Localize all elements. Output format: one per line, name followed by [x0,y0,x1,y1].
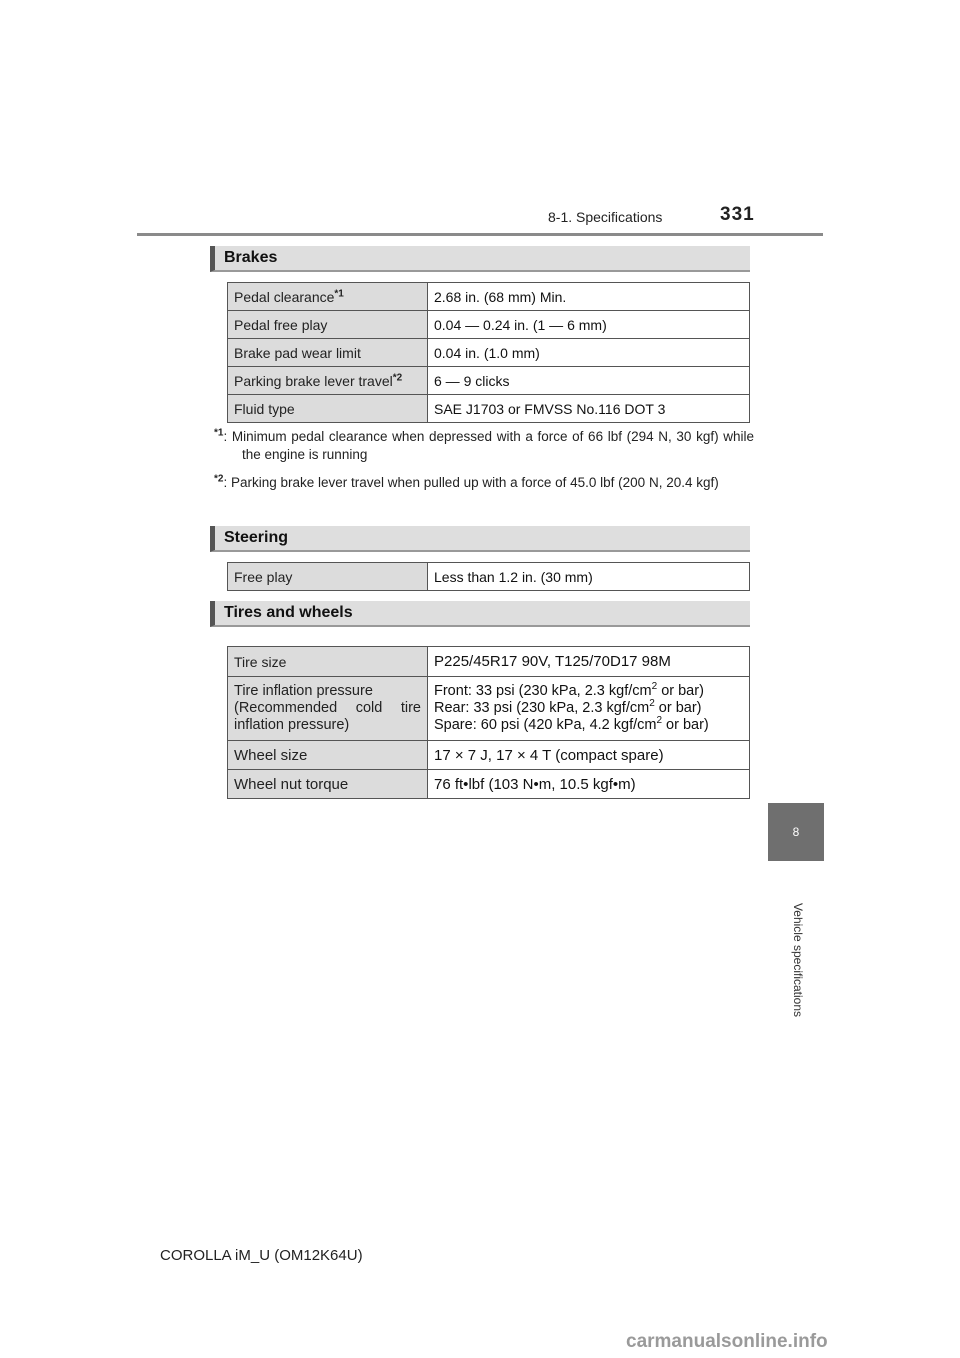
table-cell-key: Pedal clearance$^{*1}$ [228,283,428,311]
table-cell-key: Pedal free play [228,311,428,339]
table-cell-value: P225/45R17 90V, T125/70D17 98M [428,647,750,677]
table-cell-value: 2.68 in. (68 mm) Min. [428,283,750,311]
table-row [228,677,750,741]
brakes-title: Brakes [224,249,278,266]
table-cell-value: SAE J1703 or FMVSS No.116 DOT 3 [428,395,750,423]
table-cell-value: Less than 1.2 in. (30 mm) [428,563,750,591]
footnote-1: $^{*1}$: Minimum pedal clearance when depressed with a force of 66 lbf (294 N, 30 kgf) while the engine is running [214,427,754,462]
table-cell-value: 0.04 in. (1.0 mm) [428,339,750,367]
table-row [228,339,750,367]
brakes-table [227,282,750,423]
table-cell-value: 0.04 — 0.24 in. (1 — 6 mm) [428,311,750,339]
table-row [228,647,750,677]
footnote-marker: *2 [214,473,224,485]
tires-title: Tires and wheels [224,604,353,621]
table-cell-value: 6 — 9 clicks [428,367,750,395]
table-row [228,367,750,395]
table-cell-key: Wheel nut torque [228,770,428,799]
brakes-heading [210,246,750,272]
table-cell-key: Brake pad wear limit [228,339,428,367]
section-label: 8-1. Specifications [548,209,663,225]
watermark: carmanualsonline.info [626,1331,828,1352]
tires-table [227,646,750,799]
page-number: 331 [720,204,755,225]
table-cell-key: Tire inflation pressure (Recommended cold tire inflation pressure) [228,677,428,741]
steering-table [227,562,750,591]
table-cell-key: Wheel size [228,741,428,770]
front-pressure: Front: 33 psi (230 kPa, 2.3 kgf/$cm^2$ or bar) [434,681,704,699]
footnote-2: $^{*2}$: Parking brake lever travel when pulled up with a force of 45.0 lbf (200 N, 20.4 kgf) [214,473,719,490]
table-row [228,395,750,423]
table-cell-key: Fluid type [228,395,428,423]
table-cell-key: Free play [228,563,428,591]
rear-pressure: Rear: 33 psi (230 kPa, 2.3 kgf/$cm^2$ or bar) [434,698,702,716]
table-cell-value [428,677,750,741]
table-cell-value: 17 × 7 J, 17 × 4 T (compact spare) [428,741,750,770]
header-rule [137,233,823,236]
chapter-number: 8 [792,825,800,839]
steering-heading [210,526,750,552]
table-row [228,741,750,770]
table-cell-key: Parking brake lever travel$^{*2}$ [228,367,428,395]
tires-heading [210,601,750,627]
table-cell-value: 76 ft•lbf (103 N•m, 10.5 kgf•m) [428,770,750,799]
table-row [228,283,750,311]
table-row [228,770,750,799]
table-cell-key: Tire size [228,647,428,677]
table-row [228,563,750,591]
steering-title: Steering [224,529,289,546]
page-header [0,200,960,240]
footnote-marker: *1 [334,287,344,299]
footnote-marker: *2 [392,371,403,383]
chapter-tab[interactable] [768,803,824,861]
footnote-marker: *1 [214,427,224,439]
spare-pressure: Spare: 60 psi (420 kPa, 4.2 kgf/$cm^2$ or bar) [434,715,709,733]
table-row [228,311,750,339]
model-footer: COROLLA iM_U (OM12K64U) [160,1247,363,1264]
chapter-label: Vehicle specifications [791,902,805,1018]
